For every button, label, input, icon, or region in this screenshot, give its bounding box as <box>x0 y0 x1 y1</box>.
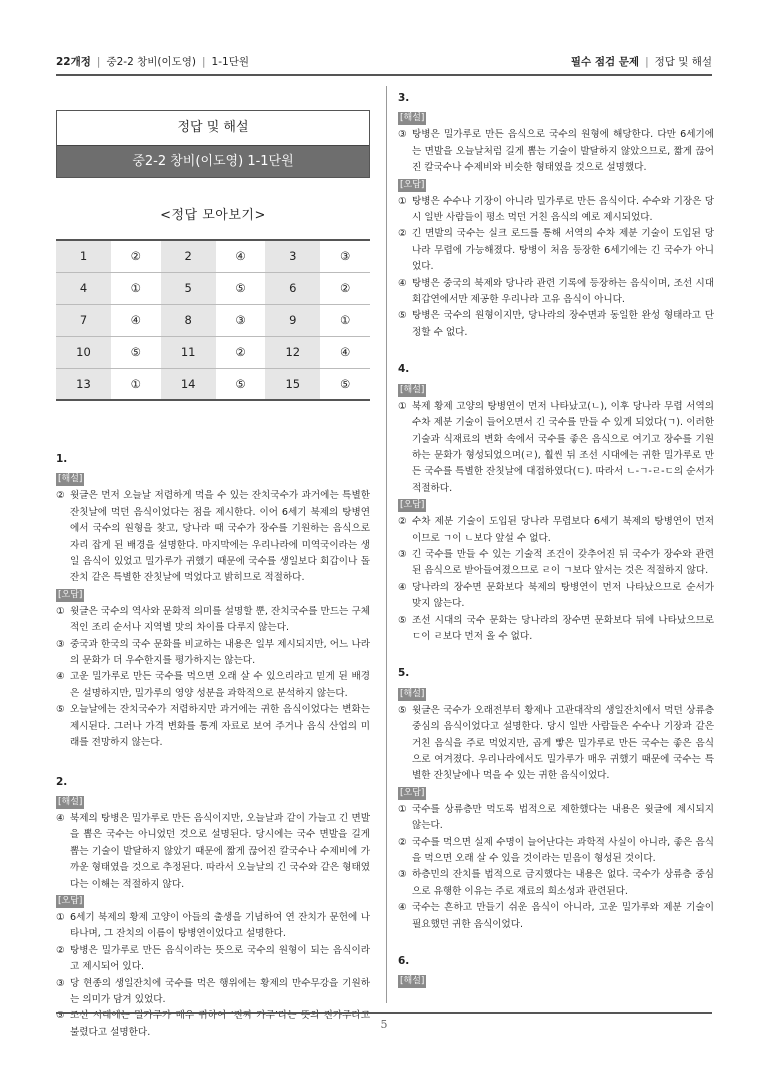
header-unit: 1-1단원 <box>211 55 249 68</box>
choice-marker: ② <box>398 516 407 528</box>
list-item <box>56 637 370 670</box>
list-item <box>398 900 714 933</box>
question-number-cell: 10 <box>56 336 111 368</box>
list-item <box>398 580 714 613</box>
list-item <box>398 703 714 785</box>
title-top: 정답 및 해설 <box>57 111 369 145</box>
choice-marker: ① <box>56 911 65 923</box>
wrong-answer-tag: [오답] <box>58 895 83 906</box>
answer-table <box>56 239 370 401</box>
choice-text: 당나라의 장수면 문화보다 북제의 탕병연이 먼저 나타났으므로 순서가 맞지 않는다. <box>412 581 714 610</box>
answer-cell: ⑤ <box>216 368 266 400</box>
answer-cell: ④ <box>216 240 266 272</box>
list-item <box>56 976 370 1009</box>
wrong-answers <box>56 604 370 752</box>
explanation <box>398 703 714 785</box>
answer-cell: ⑤ <box>320 368 370 400</box>
choice-marker: ③ <box>56 638 65 650</box>
question-4 <box>398 361 714 645</box>
answer-cell: ① <box>111 272 161 304</box>
answer-row <box>56 336 370 368</box>
choice-text: 조선 시대의 국수 문화는 당나라의 장수면 문화보다 뒤에 나타났으므로 ㄷ이 ㄹ보다 먼저 올 수 없다. <box>412 614 714 642</box>
choice-marker: ① <box>398 195 407 207</box>
choice-text: 오늘날에는 잔치국수가 저렴하지만 과거에는 귀한 음식이었다는 변화는 제시된다. 그러나 가격 변화를 통계 자료로 보여 주거나 음식 산업의 미래를 전망하지 않는다. <box>70 704 370 749</box>
column-divider <box>386 86 387 1003</box>
answer-cell: ④ <box>111 304 161 336</box>
header-right <box>571 54 712 69</box>
choice-marker: ④ <box>56 812 65 824</box>
choice-text: 국수를 먹으면 실제 수명이 늘어난다는 과학적 사실이 아니라, 좋은 음식을 먹으면 오래 살 수 있을 것이라는 믿음이 형성된 것이다. <box>412 836 714 865</box>
title-box <box>56 110 370 178</box>
question-number-cell: 12 <box>265 336 320 368</box>
list-item <box>398 867 714 900</box>
left-column <box>56 86 370 1041</box>
list-item <box>398 802 714 835</box>
page-number: 5 <box>380 1018 388 1031</box>
list-item <box>398 127 714 176</box>
header-separator: | <box>202 55 206 68</box>
choice-text: 수차 제분 기술이 도입된 당나라 무렵보다 6세기 북제의 탕병연이 먼저이므로 ㄱ이 ㄴ보다 앞설 수 없다. <box>412 516 714 544</box>
question-2 <box>56 774 370 1042</box>
choice-text: 윗글은 먼저 오늘날 저렴하게 먹을 수 있는 잔치국수가 과거에는 특별한 잔칫날에 먹던 음식이었다는 점을 제시한다. 이어 6세기 북제의 탕병연에서 국수의 원형을 찾고, 당나라 때 국수가 장수를 기원하는 음식으로 자리 잡게 된 배경을 설명한다. 마지막에는 우리나라에 미역국이라는 생일 음식이 있었고 밀가루가 귀했기 때문에 국수를 생일보다 회갑이나 돌잔치 같은 특별한 잔칫날에 먹었다고 밝히므로 적절하다. <box>70 490 370 584</box>
header-separator: | <box>96 55 101 68</box>
list-item <box>398 399 714 497</box>
answer-table-body <box>56 240 370 400</box>
choice-text: 고운 밀가루로 만든 국수를 먹으면 오래 살 수 있으리라고 믿게 된 배경은 설명하지만, 밀가루의 영양 성분을 과학적으로 분석하지 않는다. <box>70 671 370 699</box>
question-number: 5. <box>398 667 410 680</box>
question-number-cell: 1 <box>56 240 111 272</box>
answer-row <box>56 368 370 400</box>
answer-row <box>56 240 370 272</box>
question-number: 3. <box>398 92 410 104</box>
question-number-cell: 15 <box>265 368 320 400</box>
choice-marker: ② <box>56 490 65 502</box>
choice-text: 6세기 북제의 황제 고양이 아들의 출생을 기념하여 연 잔치가 문헌에 나타나며, 그 잔치의 이름이 탕병연이었다고 설명한다. <box>70 911 370 940</box>
explanation-tag: [해설] <box>400 688 425 699</box>
answer-summary-title: <정답 모아보기> <box>160 208 266 223</box>
answer-cell: ② <box>320 272 370 304</box>
answer-cell: ① <box>111 368 161 400</box>
answer-cell: ⑤ <box>111 336 161 368</box>
list-item <box>398 308 714 341</box>
answer-cell: ③ <box>320 240 370 272</box>
header-separator: | <box>645 55 649 68</box>
list-item <box>56 669 370 702</box>
explanation-tag: [해설] <box>58 796 83 807</box>
question-number-cell: 11 <box>161 336 216 368</box>
choice-marker: ② <box>56 944 65 956</box>
explanation <box>398 399 714 497</box>
choice-text: 탕병은 밀가루로 만든 음식이라는 뜻으로 국수의 원형이 되는 음식이라고 제시되어 있다. <box>70 944 370 973</box>
header-course: 중2-2 창비(이도영) <box>106 55 196 68</box>
header-label: 정답 및 해설 <box>654 55 712 68</box>
choice-marker: ① <box>56 605 65 617</box>
choice-marker: ⑤ <box>398 310 407 322</box>
choice-text: 탕병은 중국의 북제와 당나라 관련 기록에 등장하는 음식이며, 조선 시대 회갑연에서만 제공한 우리나라 고유 음식이 아니다. <box>412 277 714 306</box>
question-number: 2. <box>56 775 68 788</box>
question-5 <box>398 665 714 933</box>
list-item <box>56 910 370 943</box>
choice-text: 북제 황제 고양의 탕병연이 먼저 나타났고(ㄴ), 이후 당나라 무렵 서역의 수차 제분 기술이 들어오면서 긴 국수를 만들 수 있게 되었다(ㄱ). 이러한 기술과 식재료의 변화 속에서 국수를 좋은 음식으로 여기고 장수를 기원하는 문화가 형성되었으며(ㄹ), 훨씬 뒤 조선 시대에는 귀한 밀가루로 만든 국수를 특별한 잔칫날에 대접하였다(ㄷ). 따라서 ㄴ-ㄱ-ㄹ-ㄷ의 순서가 적절하다. <box>412 400 714 494</box>
answer-cell: ② <box>216 336 266 368</box>
wrong-answer-tag: [오답] <box>400 500 425 511</box>
question-number-cell: 5 <box>161 272 216 304</box>
choice-marker: ⑤ <box>56 704 65 716</box>
question-number-cell: 9 <box>265 304 320 336</box>
list-item <box>398 613 714 646</box>
list-item <box>398 276 714 309</box>
choice-marker: ⑤ <box>398 614 407 626</box>
question-6 <box>398 953 714 990</box>
explanation <box>56 488 370 586</box>
list-item <box>56 943 370 976</box>
question-number-cell: 2 <box>161 240 216 272</box>
footer-rule <box>56 1012 712 1014</box>
choice-text: 윗글은 국수가 오래전부터 황제나 고관대작의 생일잔치에서 먹던 상류층 중심의 음식이었다고 설명한다. 당시 일반 사람들은 수수나 기장과 같은 거친 음식을 주로 먹었지만, 곱게 빻은 밀가루로 만든 국수는 좋은 음식으로 여겨졌다. 우리나라에서도 밀가루가 매우 귀했기 때문에 국수는 특별한 잔칫날에나 먹을 수 있는 귀한 음식이었다. <box>412 704 714 782</box>
wrong-answers <box>398 514 714 645</box>
question-number-cell: 8 <box>161 304 216 336</box>
choice-text: 긴 국수를 만들 수 있는 기술적 조건이 갖추어진 뒤 국수가 장수와 관련된 음식으로 받아들여졌으므로 ㄹ이 ㄱ보다 앞서는 것은 적절하지 않다. <box>412 548 714 577</box>
question-number: 6. <box>398 955 410 968</box>
choice-marker: ⑤ <box>56 1010 65 1022</box>
answer-cell: ④ <box>320 336 370 368</box>
choice-marker: ④ <box>398 581 407 593</box>
choice-marker: ① <box>398 400 407 412</box>
explanation <box>56 811 370 893</box>
list-item <box>398 226 714 275</box>
list-item <box>56 702 370 751</box>
question-number-cell: 3 <box>265 240 320 272</box>
answer-row <box>56 304 370 336</box>
wrong-answers <box>398 802 714 933</box>
choice-text: 탕병은 국수의 원형이지만, 당나라의 장수면과 동일한 완성 형태라고 단정할 수 없다. <box>412 310 714 338</box>
choice-text: 조선 시대에는 밀가루가 매우 귀하여 ‘진짜 가루’라는 뜻의 진가루라고 불렸다고 설명한다. <box>70 1010 370 1038</box>
explanation-tag: [해설] <box>400 976 425 987</box>
choice-marker: ④ <box>398 277 407 289</box>
list-item <box>398 514 714 547</box>
answer-cell: ① <box>320 304 370 336</box>
list-item <box>398 835 714 868</box>
explanation-tag: [해설] <box>58 474 83 485</box>
choice-marker: ② <box>398 228 407 240</box>
choice-marker: ③ <box>398 548 407 560</box>
header-rule <box>56 74 712 76</box>
list-item <box>398 194 714 227</box>
question-1 <box>56 451 370 752</box>
choice-marker: ③ <box>398 869 407 881</box>
answer-cell: ③ <box>216 304 266 336</box>
choice-text: 당 현종의 생일잔치에 국수를 먹은 행위에는 황제의 만수무강을 기원하는 의미가 담겨 있었다. <box>70 977 370 1005</box>
choice-text: 윗글은 국수의 역사와 문화적 의미를 설명할 뿐, 잔치국수를 만드는 구체적인 조리 순서나 지역별 맛의 차이를 다루지 않는다. <box>70 605 370 634</box>
choice-marker: ④ <box>398 902 407 914</box>
header-left <box>56 54 249 69</box>
wrong-answer-tag: [오답] <box>400 179 425 190</box>
explanation-tag: [해설] <box>400 384 425 395</box>
choice-marker: ⑤ <box>398 704 407 716</box>
header-curriculum: 22개정 <box>56 55 91 68</box>
explanation-tag: [해설] <box>400 113 425 124</box>
question-number: 1. <box>56 453 68 465</box>
choice-marker: ④ <box>56 671 65 683</box>
question-number-cell: 6 <box>265 272 320 304</box>
list-item <box>56 488 370 586</box>
title-bottom: 중2-2 창비(이도영) 1-1단원 <box>57 145 369 177</box>
wrong-answer-tag: [오답] <box>58 589 83 600</box>
question-number-cell: 14 <box>161 368 216 400</box>
choice-marker: ③ <box>56 977 65 989</box>
list-item <box>56 811 370 893</box>
question-3 <box>398 90 714 341</box>
choice-marker: ② <box>398 836 407 848</box>
choice-marker: ③ <box>398 129 407 141</box>
choice-marker: ① <box>398 803 407 815</box>
list-item <box>56 604 370 637</box>
choice-text: 하층민의 잔치를 법적으로 금지했다는 내용은 없다. 국수가 상류층 중심으로 유행한 이유는 주로 재료의 희소성과 관련된다. <box>412 869 714 897</box>
choice-text: 국수는 흔하고 만들기 쉬운 음식이 아니라, 고운 밀가루와 제분 기술이 필요했던 귀한 음식이었다. <box>412 902 714 930</box>
choice-text: 국수를 상류층만 먹도록 법적으로 제한했다는 내용은 윗글에 제시되지 않는다. <box>412 803 714 832</box>
answer-cell: ⑤ <box>216 272 266 304</box>
explanation <box>398 127 714 176</box>
choice-text: 북제의 탕병은 밀가루로 만든 음식이지만, 오늘날과 같이 가늘고 긴 면발을 뽑은 국수는 아니었던 것으로 설명된다. 당시에는 국수 면발을 길게 뽑는 기술이 발달하지 않았기 때문에 짧게 끊어진 칼국수나 수제비에 가까운 형태였을 것으로 추정된다. 따라서 오늘날의 긴 국수와 같은 형태였다는 이해는 적절하지 않다. <box>70 812 370 890</box>
right-column <box>398 86 714 990</box>
choice-text: 탕병은 수수나 기장이 아니라 밀가루로 만든 음식이다. 수수와 기장은 당시 일반 사람들이 평소 먹던 거친 음식의 예로 제시되었다. <box>412 195 714 224</box>
choice-text: 긴 면발의 국수는 실크 로드를 통해 서역의 수차 제분 기술이 도입된 당나라 무렵에 가능해졌다. 탕병이 처음 등장한 6세기에는 긴 국수가 아니었다. <box>412 228 714 273</box>
wrong-answers <box>398 194 714 342</box>
page-header <box>56 50 712 72</box>
list-item <box>398 547 714 580</box>
choice-text: 탕병은 밀가루로 만든 음식으로 국수의 원형에 해당한다. 다만 6세기에는 면발을 오늘날처럼 길게 뽑는 기술이 발달하지 않았으므로, 짧게 끊어진 칼국수나 수제비와 비슷한 형태였을 것으로 설명했다. <box>412 129 714 174</box>
question-number-cell: 7 <box>56 304 111 336</box>
answer-cell: ② <box>111 240 161 272</box>
question-number-cell: 4 <box>56 272 111 304</box>
question-number-cell: 13 <box>56 368 111 400</box>
wrong-answer-tag: [오답] <box>400 787 425 798</box>
choice-text: 중국과 한국의 국수 문화를 비교하는 내용은 일부 제시되지만, 어느 나라의 문화가 더 우수한지를 평가하지는 않는다. <box>70 638 370 667</box>
question-number: 4. <box>398 363 410 376</box>
header-section: 필수 점검 문제 <box>570 55 640 68</box>
answer-row <box>56 272 370 304</box>
